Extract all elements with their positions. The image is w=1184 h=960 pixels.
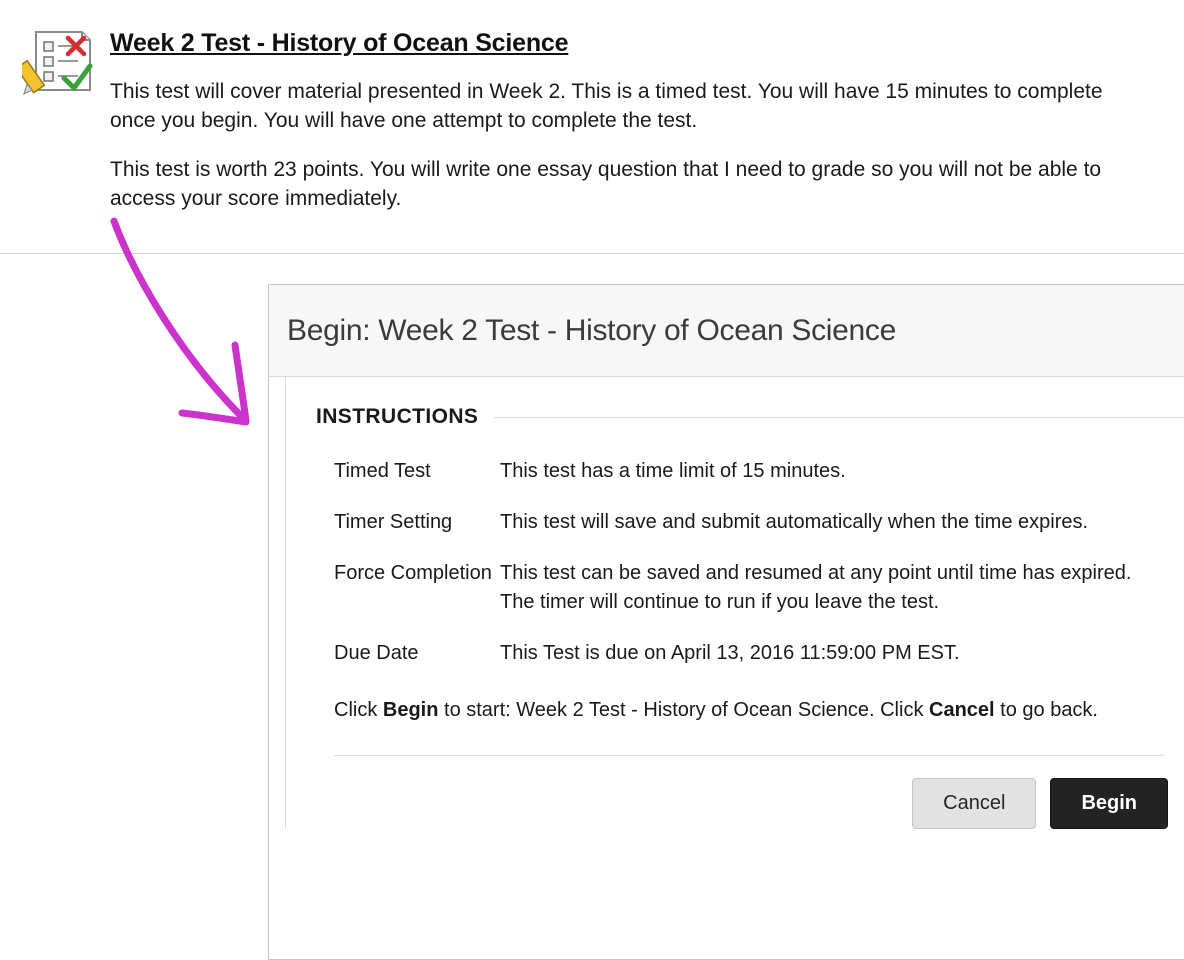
list-item	[334, 508, 1144, 537]
banner-paragraph-1: This test will cover material presented in Week 2. This is a timed test. You will have 15 minutes to complete once you begin. You will have one attempt to complete the test.	[110, 80, 1103, 132]
assignment-banner	[0, 0, 1184, 254]
dialog-header	[269, 285, 1184, 377]
dialog-title: Begin: Week 2 Test - History of Ocean Science	[287, 313, 897, 347]
info-description: This test can be saved and resumed at any point until time has expired. The timer will continue to run if you leave the test.	[500, 562, 1132, 613]
list-item	[334, 559, 1144, 617]
dialog-actions	[286, 756, 1184, 829]
click-note-part2: to start: Week 2 Test - History of Ocean Science. Click	[438, 699, 929, 721]
instructions-legend	[316, 377, 1184, 429]
cancel-button[interactable]: Cancel	[912, 778, 1036, 829]
page-title: Week 2 Test - History of Ocean Science	[110, 29, 569, 57]
instructions-section	[285, 377, 1184, 829]
cancel-keyword: Cancel	[929, 699, 995, 721]
info-description: This Test is due on April 13, 2016 11:59:00 PM EST.	[500, 642, 960, 664]
click-instructions	[286, 690, 1164, 725]
begin-test-dialog	[268, 284, 1184, 960]
info-term: Due Date	[334, 642, 419, 664]
dialog-body	[269, 377, 1184, 829]
click-note-part1: Click	[334, 699, 383, 721]
begin-keyword: Begin	[382, 699, 439, 721]
info-term: Force Completion	[334, 562, 492, 584]
info-term: Timed Test	[334, 460, 431, 482]
click-note-part3: to go back.	[994, 699, 1098, 721]
banner-paragraph-2: This test is worth 23 points. You will write one essay question that I need to grade so you will not be able to access your score immediately.	[110, 157, 1102, 210]
begin-button[interactable]: Begin	[1050, 778, 1168, 829]
test-assessment-icon	[22, 20, 98, 214]
info-description: This test has a time limit of 15 minutes.	[500, 460, 846, 482]
instructions-list	[286, 457, 1184, 668]
info-term: Timer Setting	[334, 511, 453, 533]
instructions-label: INSTRUCTIONS	[316, 405, 479, 428]
info-description: This test will save and submit automatically when the time expires.	[500, 511, 1089, 533]
list-item	[334, 457, 1144, 486]
legend-divider	[494, 417, 1184, 418]
list-item	[334, 639, 1144, 668]
